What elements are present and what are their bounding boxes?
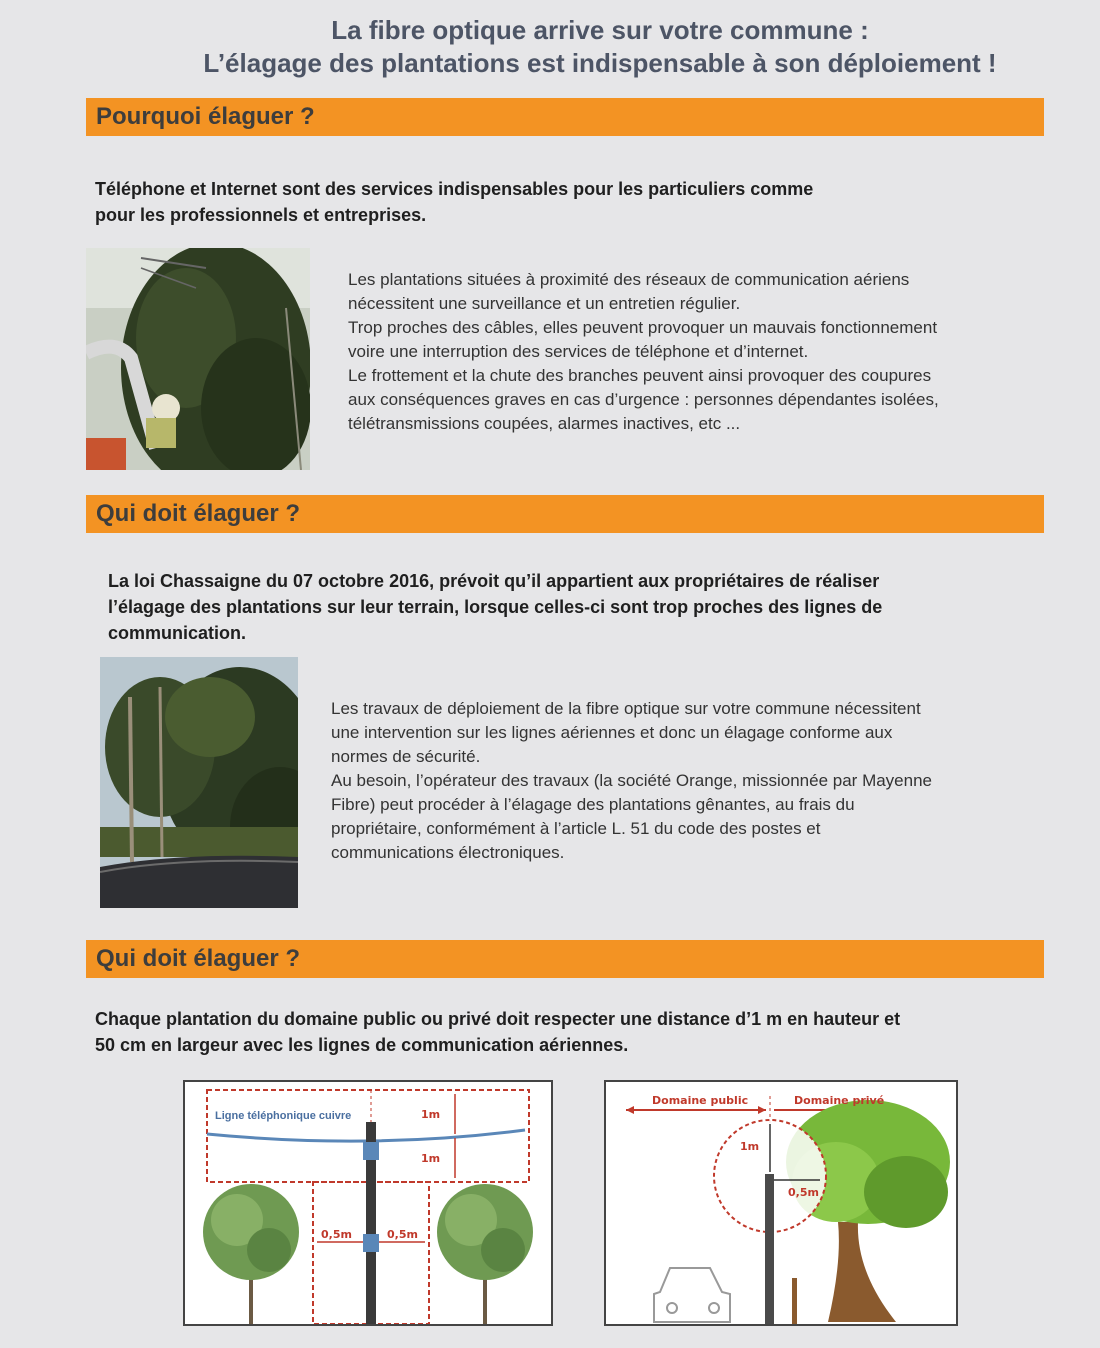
body-line: propriétaire, conformément à l’article L. 51 du code des postes et — [331, 819, 821, 838]
body-line: nécessitent une surveillance et un entretien régulier. — [348, 294, 741, 313]
lead-line: Téléphone et Internet sont des services indispensables pour les particuliers comme — [95, 179, 814, 199]
section3-lead — [95, 1006, 900, 1058]
section1-lead — [95, 176, 813, 228]
dim-bottom: 1m — [421, 1152, 441, 1165]
section2-body — [331, 697, 932, 865]
dim-left: 0,5m — [321, 1228, 352, 1241]
photo-lineman-illustration — [86, 248, 310, 470]
body-line: Fibre) peut procéder à l’élagage des plantations gênantes, au frais du — [331, 795, 855, 814]
section-heading-who — [86, 495, 1044, 533]
body-line: Trop proches des câbles, elles peuvent provoquer un mauvais fonctionnement — [348, 318, 938, 337]
lead-line: 50 cm en largeur avec les lignes de communication aériennes. — [95, 1035, 629, 1055]
section-heading-text: Qui doit élaguer ? — [96, 500, 301, 527]
body-line: télétransmissions coupées, alarmes inactives, etc ... — [348, 414, 741, 433]
section-heading-text: Qui doit élaguer ? — [96, 945, 301, 972]
diagram-domain-svg — [606, 1082, 956, 1324]
line-label: Ligne téléphonique cuivre — [215, 1110, 352, 1122]
lead-line: pour les professionnels et entreprises. — [95, 205, 427, 225]
private-domain-label: Domaine privé — [794, 1094, 885, 1107]
diagram-domain-boundary — [604, 1080, 958, 1326]
photo-roadside-trees — [100, 657, 298, 908]
body-line: Les plantations situées à proximité des réseaux de communication aériens — [348, 270, 910, 289]
section-heading-text: Pourquoi élaguer ? — [96, 103, 315, 130]
dim-vertical: 1m — [740, 1140, 760, 1153]
diagram-clearance-line — [183, 1080, 553, 1326]
dim-top: 1m — [421, 1108, 441, 1121]
lead-line: Chaque plantation du domaine public ou privé doit respecter une distance d’1 m en hauteur et — [95, 1009, 901, 1029]
body-line: Les travaux de déploiement de la fibre optique sur votre commune nécessitent — [331, 699, 921, 718]
section2-lead — [108, 568, 882, 646]
body-line: Le frottement et la chute des branches peuvent ainsi provoquer des coupures — [348, 366, 932, 385]
body-line: une intervention sur les lignes aériennes et donc un élagage conforme aux — [331, 723, 893, 742]
section1-body — [348, 268, 939, 436]
dim-horizontal: 0,5m — [788, 1186, 819, 1199]
dim-right: 0,5m — [387, 1228, 418, 1241]
body-line: normes de sécurité. — [331, 747, 481, 766]
body-line: aux conséquences graves en cas d’urgence : personnes dépendantes isolées, — [348, 390, 939, 409]
photo-roadside-illustration — [100, 657, 298, 908]
public-domain-label: Domaine public — [652, 1094, 749, 1107]
section-heading-distance — [86, 940, 1044, 978]
body-line: communications électroniques. — [331, 843, 565, 862]
page-title-line-1: La fibre optique arrive sur votre commune : — [331, 15, 869, 45]
body-line: Au besoin, l’opérateur des travaux (la société Orange, missionnée par Mayenne — [331, 771, 933, 790]
section-heading-why — [86, 98, 1044, 136]
page-title-line-2: L’élagage des plantations est indispensable à son déploiement ! — [203, 48, 997, 78]
lead-line: l’élagage des plantations sur leur terrain, lorsque celles-ci sont trop proches des lignes de — [108, 597, 883, 617]
lead-line: communication. — [108, 623, 247, 643]
lead-line: La loi Chassaigne du 07 octobre 2016, prévoit qu’il appartient aux propriétaires de réaliser — [108, 571, 880, 591]
body-line: voire une interruption des services de téléphone et d’internet. — [348, 342, 809, 361]
photo-lineman-pruning — [86, 248, 310, 470]
